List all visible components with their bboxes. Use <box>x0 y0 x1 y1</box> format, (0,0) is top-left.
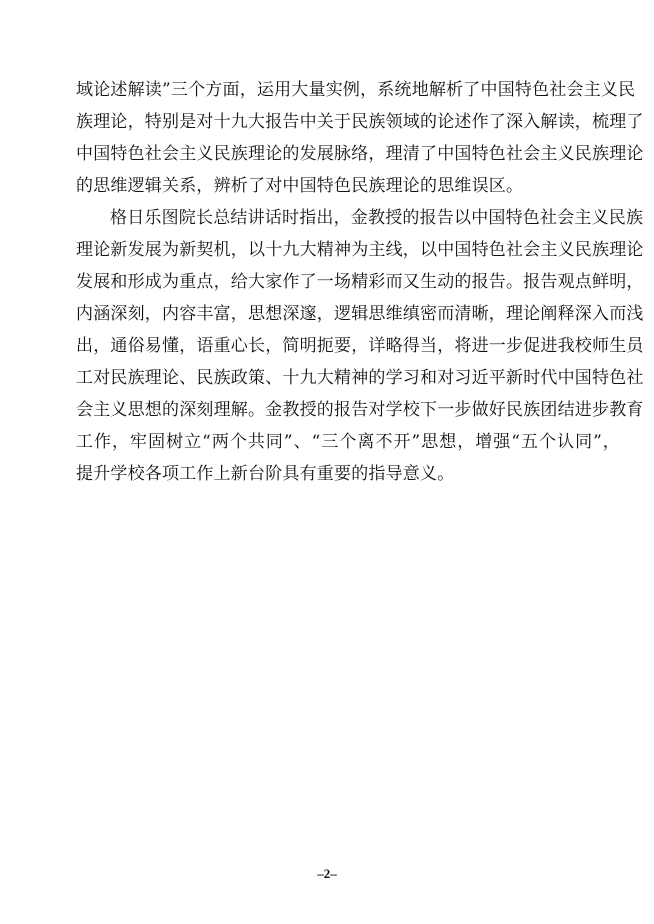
text-line: 格日乐图院长总结讲话时指出，金教授的报告以中国特色社会主义民族 <box>110 208 644 228</box>
text-line: 工作，牢固树立“两个共同”、“三个离不开”思想，增强“五个认同”， <box>76 432 620 452</box>
text-line: 工对民族理论、民族政策、十九大精神的学习和对习近平新时代中国特色社 <box>76 368 644 388</box>
text-line: 中国特色社会主义民族理论的发展脉络，理清了中国特色社会主义民族理论 <box>76 144 644 164</box>
page-number: –2– <box>317 866 337 881</box>
text-line: 提升学校各项工作上新台阶具有重要的指导意义。 <box>76 464 455 484</box>
text-line: 内涵深刻，内容丰富，思想深邃，逻辑思维缜密而清晰，理论阐释深入而浅 <box>76 304 644 324</box>
text-line: 会主义思想的深刻理解。金教授的报告对学校下一步做好民族团结进步教育 <box>76 400 644 420</box>
text-line: 理论新发展为新契机，以十九大精神为主线，以中国特色社会主义民族理论 <box>76 240 644 260</box>
document-body <box>76 74 644 490</box>
paragraph-2 <box>76 202 644 490</box>
text-line: 出，通俗易懂，语重心长，简明扼要，详略得当，将进一步促进我校师生员 <box>76 336 644 356</box>
text-line: 发展和形成为重点，给大家作了一场精彩而又生动的报告。报告观点鲜明， <box>76 272 644 292</box>
text-line: 的思维逻辑关系，辨析了对中国特色民族理论的思维误区。 <box>76 176 524 196</box>
text-line: 族理论，特别是对十九大报告中关于民族领域的论述作了深入解读，梳理了 <box>76 112 644 132</box>
paragraph-1 <box>76 74 644 202</box>
text-line: 域论述解读”三个方面，运用大量实例，系统地解析了中国特色社会主义民 <box>76 80 636 100</box>
